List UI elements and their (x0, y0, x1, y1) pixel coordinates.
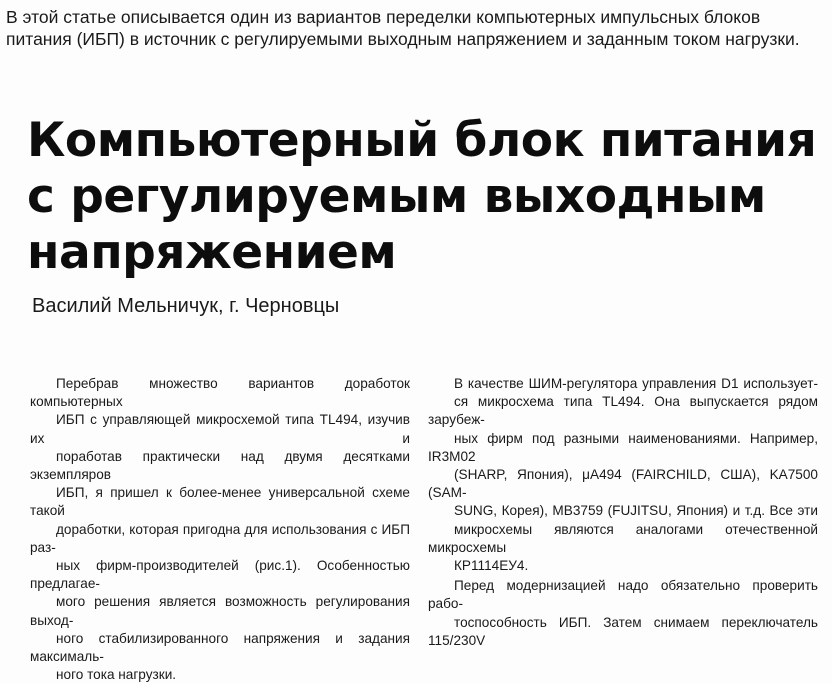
text-line: Перебрав множество вариантов доработок компьютерных (30, 376, 410, 410)
text-line: Перед модернизацией надо обязательно проверить рабо- (428, 578, 818, 612)
body-paragraph (428, 375, 818, 575)
article-title (27, 113, 817, 281)
text-line: ных фирм-производителей (рис.1). Особенностью предлагае- (30, 558, 410, 592)
text-line: КР1114ЕУ4. (454, 558, 529, 574)
text-line: поработав практически над двумя десятками экземпляров (30, 448, 410, 483)
text-line: В качестве ШИМ-регулятора управления D1 использует- (454, 376, 818, 391)
body-column-left (30, 375, 410, 684)
text-line: тоспособность ИБП. Затем снимаем переключатель 115/230V (428, 614, 818, 648)
body-column-right (428, 375, 818, 650)
text-line: ного тока нагрузки. (56, 667, 177, 683)
text-line: ИБП, я пришел к более-менее универсальной схеме такой (30, 485, 410, 519)
title-line: напряжением (27, 225, 397, 280)
body-paragraph (30, 375, 410, 684)
text-line: ся микросхема типа TL494. Она выпускается рядом зарубеж- (428, 394, 818, 428)
body-paragraph (428, 577, 818, 650)
text-line: ного стабилизированного напряжения и задания максималь- (30, 630, 410, 665)
text-line: (SHARP, Япония), μA494 (FAIRCHILD, США), KA7500 (SAM- (428, 467, 818, 501)
author-byline: Василий Мельничук, г. Черновцы (32, 295, 340, 317)
title-line: Компьютерный блок питания (27, 113, 817, 168)
text-line: ных фирм под разными наименованиями. Например, IR3M02 (428, 430, 818, 464)
text-line: мого решения является возможность регулирования выход- (30, 594, 410, 628)
title-line: с регулируемым выходным (27, 169, 766, 224)
text-line: микросхемы являются аналогами отечественной микросхемы (428, 521, 818, 555)
lead-paragraph: В этой статье описывается один из вариантов переделки компьютерных импульсных блоков питания (ИБП) в источник с регулируемыми выходным напряжением и заданным током нагрузки. (6, 7, 800, 49)
text-line: SUNG, Корея), MB3759 (FUJITSU, Япония) и т.д. Все эти (454, 503, 818, 519)
text-line: ИБП с управляющей микросхемой типа TL494, изучив их и (30, 412, 410, 446)
text-line: доработки, которая пригодна для использования с ИБП раз- (30, 521, 410, 555)
